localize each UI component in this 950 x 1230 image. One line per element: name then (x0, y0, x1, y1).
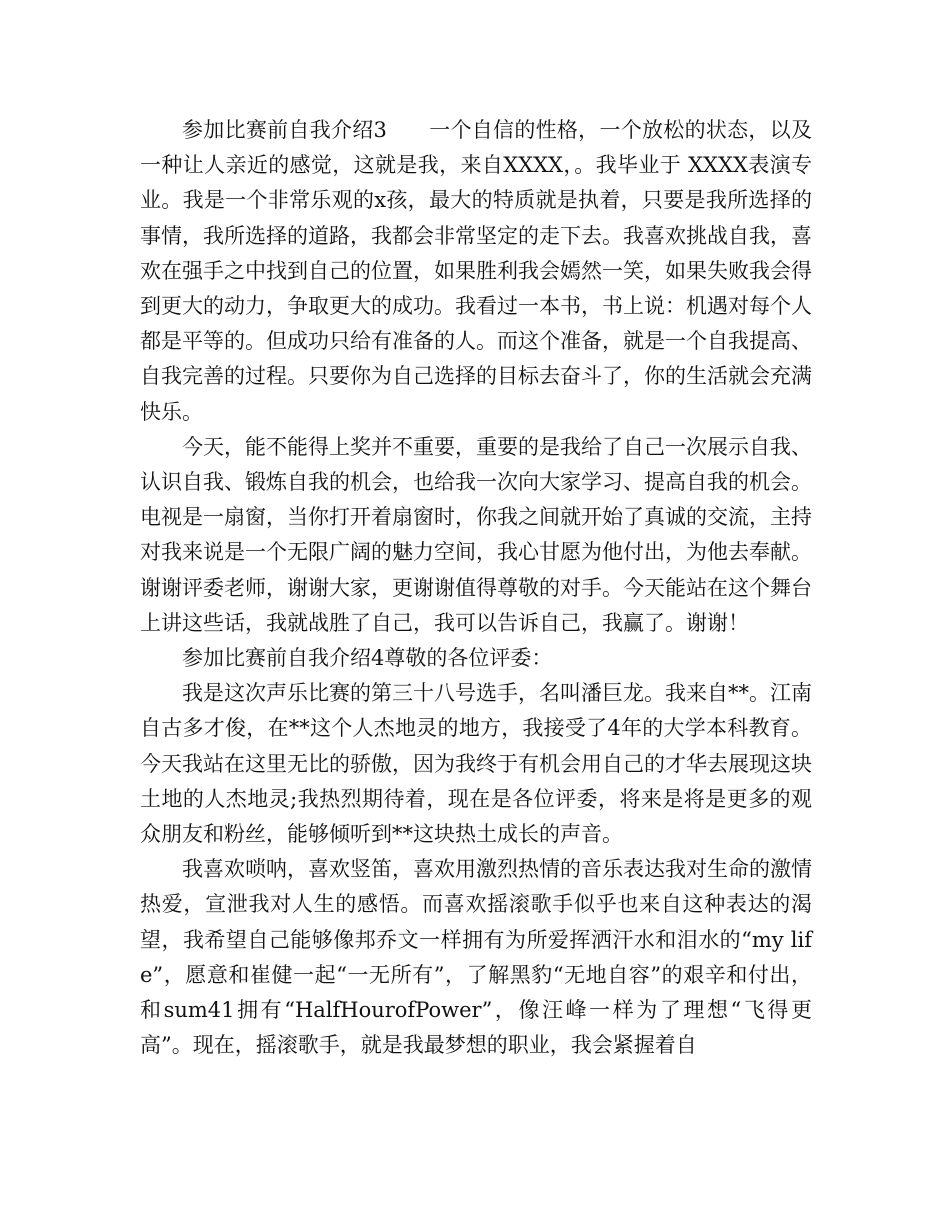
section-heading-intro-4 (140, 641, 812, 676)
paragraph-rock-dream-text: 我喜欢唢呐，喜欢竖笛，喜欢用激烈热情的音乐表达我对生命的激情热爱，宣泄我对人生的感悟。而喜欢摇滚歌手似乎也来自这种表达的渴望，我希望自己能够像邦乔文一样拥有为所爱挥洒汗水和泪水的“my life”，愿意和崔健一起“一无所有”，了解黑豹“无地自容”的艰辛和付出，和sum41拥有“HalfHourofPower”，像汪峰一样为了理想“飞得更高”。现在，摇滚歌手，就是我最梦想的职业，我会紧握着自 (140, 857, 812, 1058)
section-heading-intro-4-text: 参加比赛前自我介绍4尊敬的各位评委： (182, 646, 553, 671)
paragraph-contestant-text: 我是这次声乐比赛的第三十八号选手，名叫潘巨龙。我来自**。江南自古多才俊，在**这个人杰地灵的地方，我接受了4年的大学本科教育。今天我站在这里无比的骄傲，因为我终于有机会用自己的才华去展现这块土地的人杰地灵;我热烈期待着，现在是各位评委，将来是将是更多的观众朋友和粉丝，能够倾听到**这块热土成长的声音。 (140, 681, 812, 847)
paragraph-contestant (140, 676, 812, 852)
document-page (140, 113, 812, 1063)
paragraph-today (140, 430, 812, 641)
paragraph-intro-3-text: 一个自信的性格，一个放松的状态，以及一种让人亲近的感觉，这就是我，来自XXXX，。我毕业于 XXXX表演专业。我是一个非常乐观的x孩，最大的特质就是执着，只要是我所选择的事情，我所选择的道路，我都会非常坚定的走下去。我喜欢挑战自我，喜欢在强手之中找到自己的位置，如果胜利我会嫣然一笑，如果失败我会得到更大的动力，争取更大的成功。我看过一本书，书上说：机遇对每个人都是平等的。但成功只给有准备的人。而这个准备，就是一个自我提高、自我完善的过程。只要你为自己选择的目标去奋斗了，你的生活就会充满快乐。 (140, 118, 812, 424)
paragraph-intro-3 (140, 113, 812, 430)
section-heading-intro-3: 参加比赛前自我介绍3 (182, 118, 387, 142)
paragraph-today-text: 今天，能不能得上奖并不重要，重要的是我给了自己一次展示自我、认识自我、锻炼自我的机会，也给我一次向大家学习、提高自我的机会。电视是一扇窗，当你打开着扇窗时，你我之间就开始了真诚的交流，主持对我来说是一个无限广阔的魅力空间，我心甘愿为他付出，为他去奉献。谢谢评委老师，谢谢大家，更谢谢值得尊敬的对手。今天能站在这个舞台上讲这些话，我就战胜了自己，我可以告诉自己，我赢了。谢谢！ (140, 434, 812, 635)
paragraph-rock-dream (140, 852, 812, 1063)
